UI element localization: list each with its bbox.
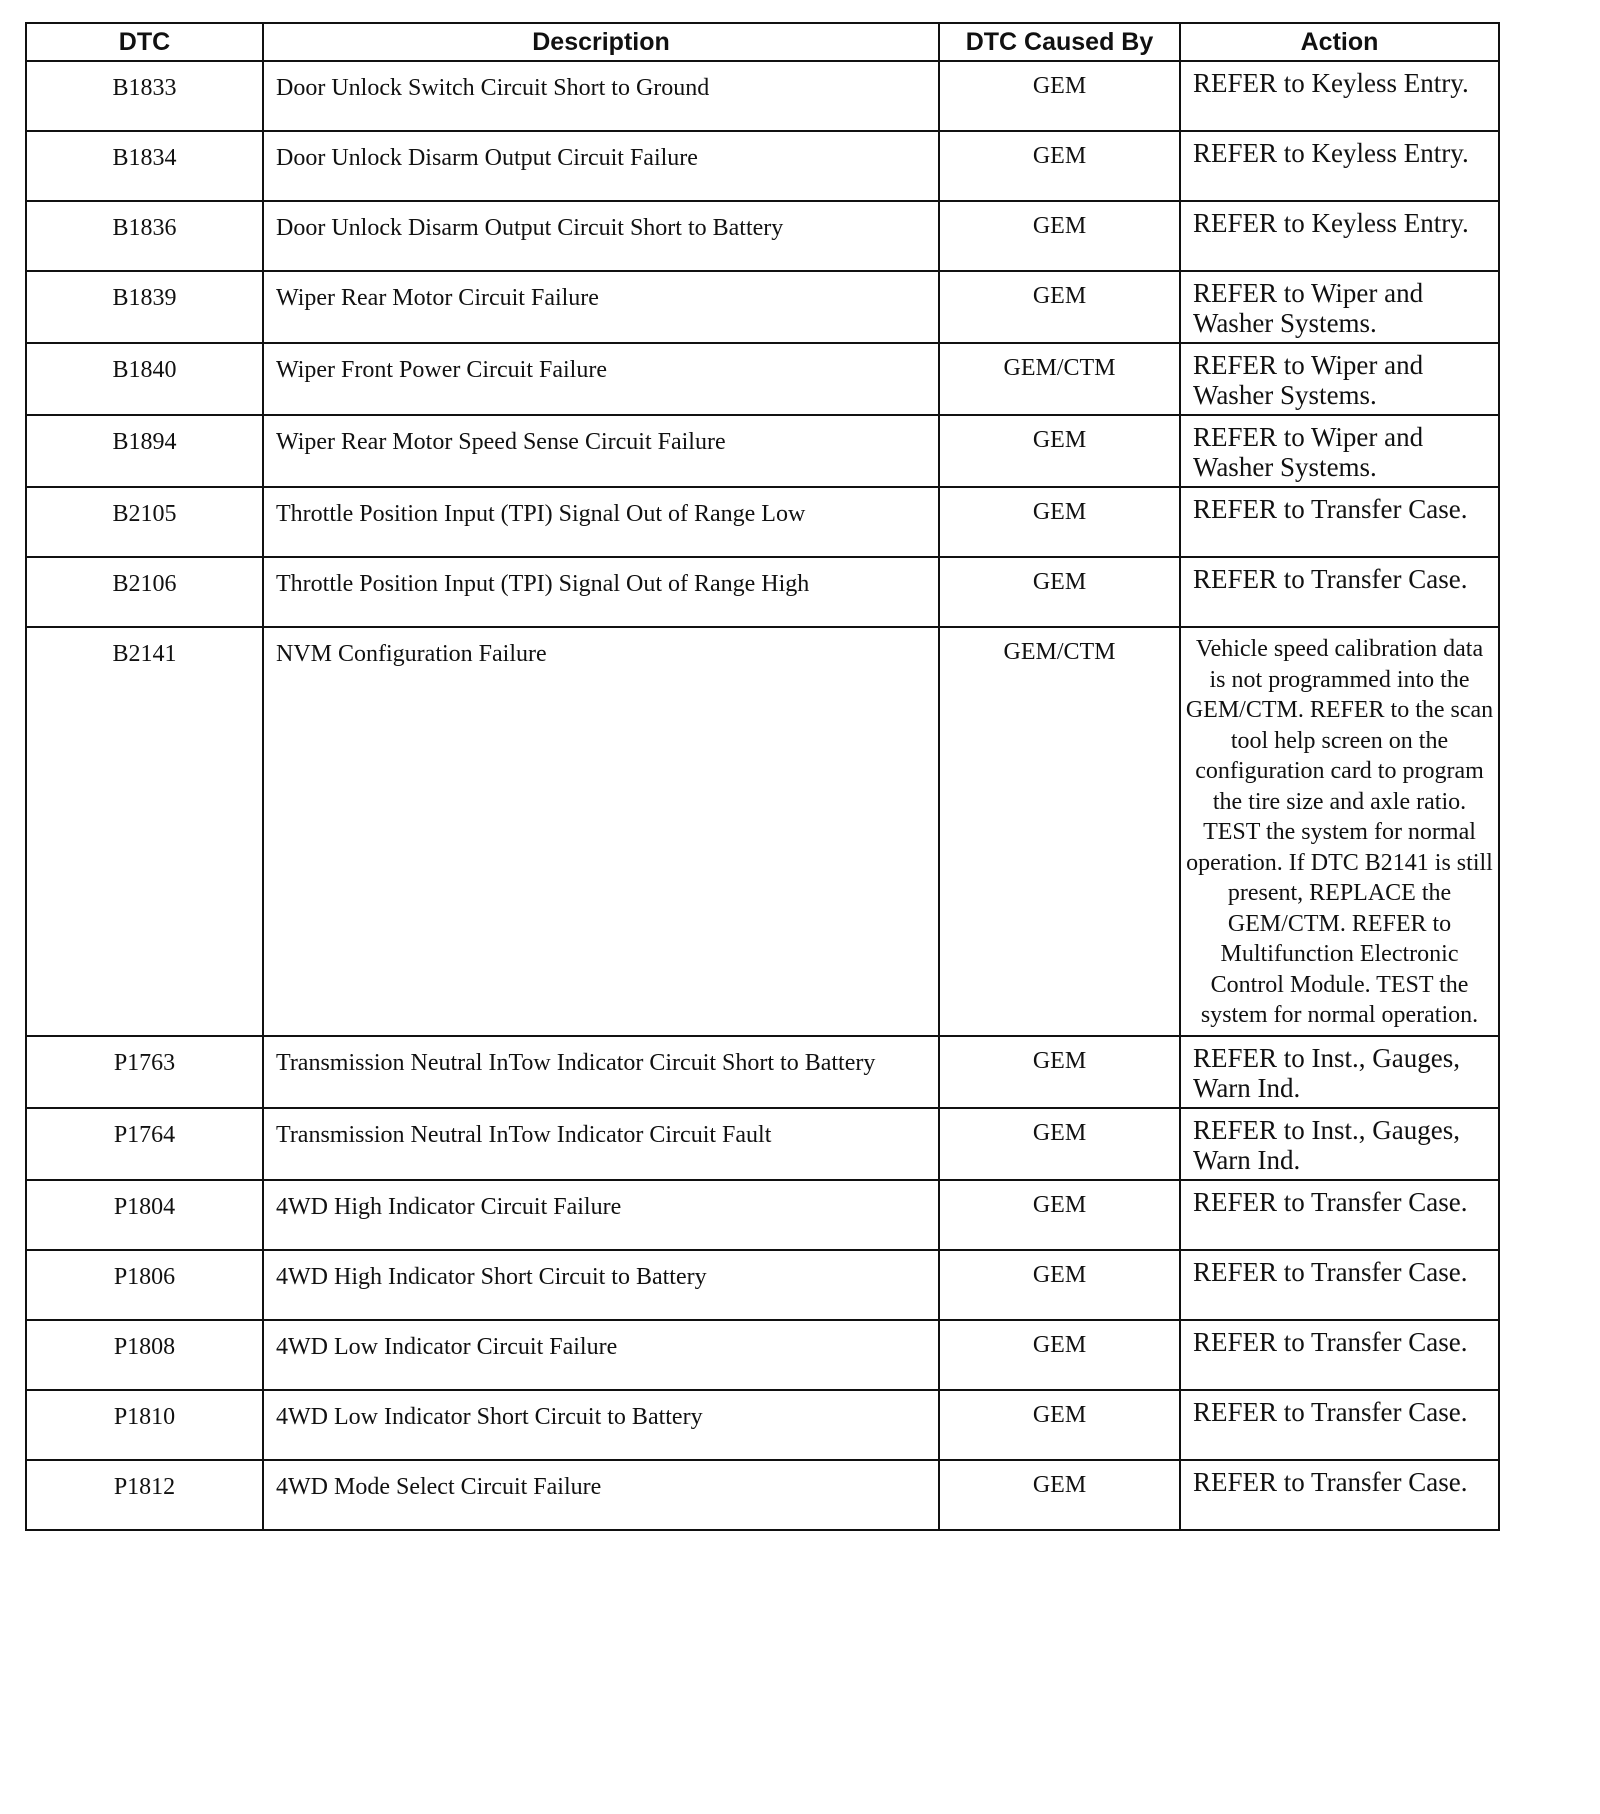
action-cell: REFER to Transfer Case. (1180, 487, 1499, 557)
action-cell: REFER to Inst., Gauges, Warn Ind. (1180, 1036, 1499, 1108)
description-cell: 4WD Low Indicator Short Circuit to Battery (263, 1390, 939, 1460)
caused-by-cell: GEM (939, 487, 1180, 557)
table-row (26, 61, 1499, 131)
action-cell: REFER to Wiper and Washer Systems. (1180, 271, 1499, 343)
table-row (26, 271, 1499, 343)
description-cell: Wiper Rear Motor Speed Sense Circuit Failure (263, 415, 939, 487)
caused-by-cell: GEM (939, 557, 1180, 627)
dtc-code-cell: B1833 (26, 61, 263, 131)
caused-by-cell: GEM (939, 61, 1180, 131)
description-cell: 4WD High Indicator Circuit Failure (263, 1180, 939, 1250)
description-cell: Door Unlock Disarm Output Circuit Short to Battery (263, 201, 939, 271)
action-cell: REFER to Keyless Entry. (1180, 131, 1499, 201)
caused-by-cell: GEM (939, 131, 1180, 201)
description-cell: Throttle Position Input (TPI) Signal Out of Range High (263, 557, 939, 627)
action-cell: REFER to Inst., Gauges, Warn Ind. (1180, 1108, 1499, 1180)
description-cell: Door Unlock Switch Circuit Short to Ground (263, 61, 939, 131)
description-cell: Door Unlock Disarm Output Circuit Failure (263, 131, 939, 201)
table-row (26, 1180, 1499, 1250)
table-row (26, 1250, 1499, 1320)
action-cell: REFER to Wiper and Washer Systems. (1180, 415, 1499, 487)
table-row (26, 1320, 1499, 1390)
dtc-code-cell: P1806 (26, 1250, 263, 1320)
caused-by-cell: GEM/CTM (939, 343, 1180, 415)
dtc-code-cell: P1763 (26, 1036, 263, 1108)
dtc-code-cell: B1839 (26, 271, 263, 343)
action-cell: REFER to Keyless Entry. (1180, 201, 1499, 271)
header-caused-by: DTC Caused By (939, 23, 1180, 61)
action-cell: REFER to Keyless Entry. (1180, 61, 1499, 131)
action-cell: REFER to Transfer Case. (1180, 1250, 1499, 1320)
table-header (26, 23, 1499, 61)
caused-by-cell: GEM (939, 415, 1180, 487)
description-cell: NVM Configuration Failure (263, 627, 939, 1036)
caused-by-cell: GEM (939, 271, 1180, 343)
dtc-code-cell: B1840 (26, 343, 263, 415)
table-row (26, 343, 1499, 415)
caused-by-cell: GEM (939, 1320, 1180, 1390)
caused-by-cell: GEM (939, 1036, 1180, 1108)
table-row (26, 1036, 1499, 1108)
dtc-table (25, 22, 1500, 1531)
description-cell: Transmission Neutral InTow Indicator Circuit Fault (263, 1108, 939, 1180)
dtc-code-cell: P1764 (26, 1108, 263, 1180)
table-row (26, 131, 1499, 201)
action-cell: REFER to Transfer Case. (1180, 1180, 1499, 1250)
table-row (26, 557, 1499, 627)
description-cell: Transmission Neutral InTow Indicator Circuit Short to Battery (263, 1036, 939, 1108)
dtc-code-cell: P1808 (26, 1320, 263, 1390)
caused-by-cell: GEM (939, 1108, 1180, 1180)
dtc-code-cell: B2141 (26, 627, 263, 1036)
action-cell: Vehicle speed calibration data is not programmed into the GEM/CTM. REFER to the scan tool help screen on the configuration card to program the tire size and axle ratio. TEST the system for normal operation. If DTC B2141 is still present, REPLACE the GEM/CTM. REFER to Multifunction Electronic Control Module. TEST the system for normal operation. (1180, 627, 1499, 1036)
dtc-code-cell: B1836 (26, 201, 263, 271)
header-action: Action (1180, 23, 1499, 61)
header-dtc: DTC (26, 23, 263, 61)
table-row (26, 1108, 1499, 1180)
dtc-code-cell: P1804 (26, 1180, 263, 1250)
dtc-code-cell: B1834 (26, 131, 263, 201)
description-cell: 4WD Low Indicator Circuit Failure (263, 1320, 939, 1390)
dtc-code-cell: B2105 (26, 487, 263, 557)
dtc-code-cell: B1894 (26, 415, 263, 487)
caused-by-cell: GEM (939, 1180, 1180, 1250)
caused-by-cell: GEM (939, 201, 1180, 271)
table-row (26, 201, 1499, 271)
description-cell: Wiper Rear Motor Circuit Failure (263, 271, 939, 343)
dtc-code-cell: P1810 (26, 1390, 263, 1460)
action-cell: REFER to Transfer Case. (1180, 557, 1499, 627)
caused-by-cell: GEM (939, 1250, 1180, 1320)
table-row (26, 627, 1499, 1036)
description-cell: 4WD High Indicator Short Circuit to Battery (263, 1250, 939, 1320)
table-row (26, 487, 1499, 557)
dtc-code-cell: P1812 (26, 1460, 263, 1530)
header-row (26, 23, 1499, 61)
caused-by-cell: GEM/CTM (939, 627, 1180, 1036)
header-description: Description (263, 23, 939, 61)
caused-by-cell: GEM (939, 1390, 1180, 1460)
table-row (26, 415, 1499, 487)
description-cell: 4WD Mode Select Circuit Failure (263, 1460, 939, 1530)
action-cell: REFER to Transfer Case. (1180, 1320, 1499, 1390)
description-cell: Wiper Front Power Circuit Failure (263, 343, 939, 415)
action-cell: REFER to Transfer Case. (1180, 1390, 1499, 1460)
caused-by-cell: GEM (939, 1460, 1180, 1530)
description-cell: Throttle Position Input (TPI) Signal Out of Range Low (263, 487, 939, 557)
table-row (26, 1390, 1499, 1460)
dtc-code-cell: B2106 (26, 557, 263, 627)
action-cell: REFER to Transfer Case. (1180, 1460, 1499, 1530)
action-cell: REFER to Wiper and Washer Systems. (1180, 343, 1499, 415)
table-row (26, 1460, 1499, 1530)
table-body (26, 61, 1499, 1530)
